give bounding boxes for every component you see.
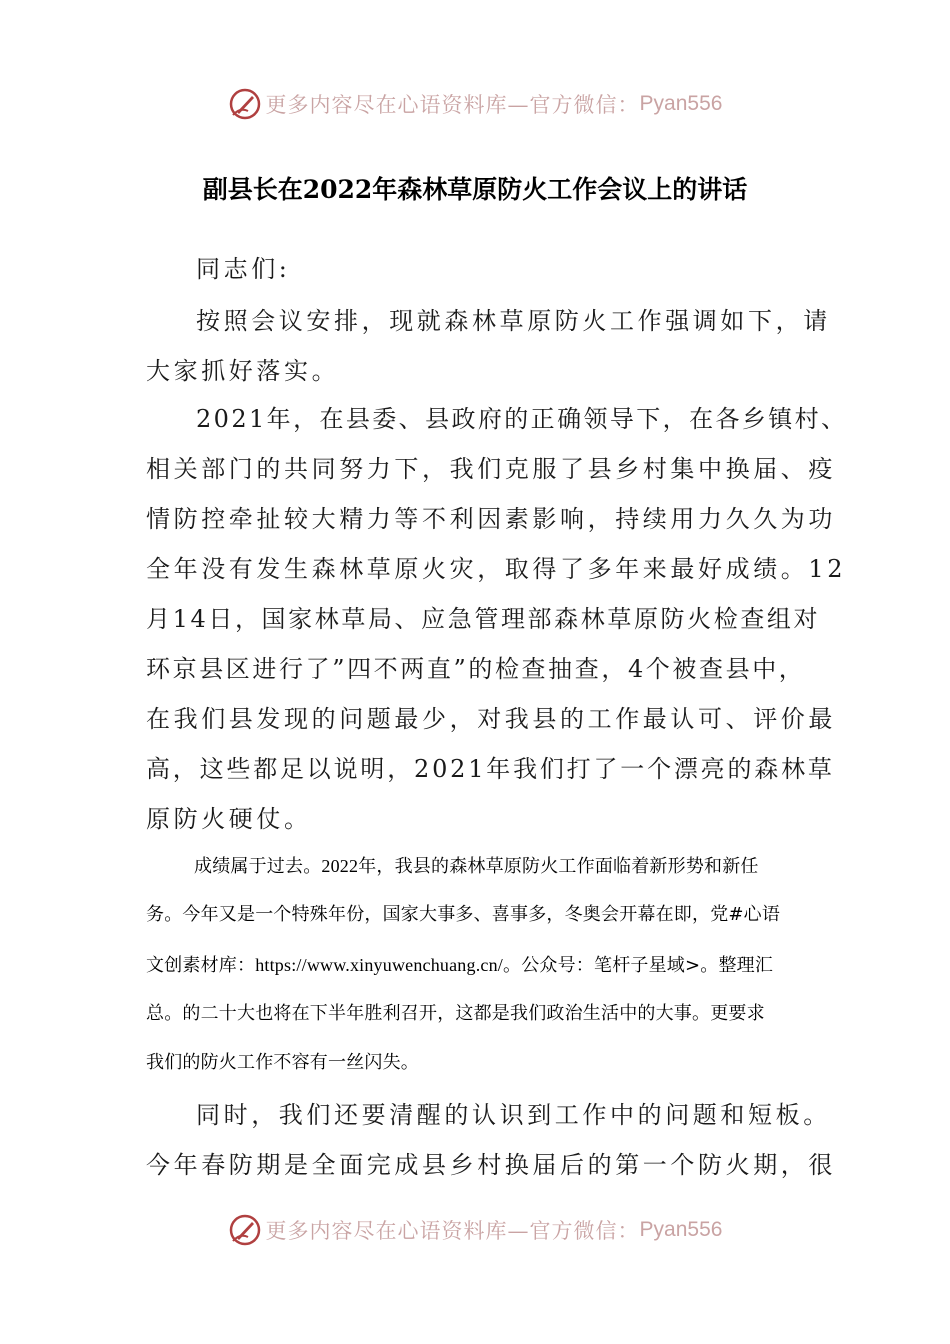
paragraph-line: 相关部门的共同努力下，我们克服了县乡村集中换届、疫 [146,455,836,483]
paragraph-line-small: 总。的二十大也将在下半年胜利召开，这都是我们政治生活中的大事。更要求 [146,1003,765,1024]
paragraph-line: 今年春防期是全面完成县乡村换届后的第一个防火期，很 [146,1151,836,1179]
paragraph-line: 全年没有发生森林草原火灾，取得了多年来最好成绩。12 [146,555,847,583]
paragraph-line: 2021年，在县委、县政府的正确领导下，在各乡镇村、 [196,405,848,433]
header-watermark [0,84,950,124]
watermark-wechat-id: Pyan556 [639,92,723,115]
paragraph-line: 情防控牵扯较大精力等不利因素影响，持续用力久久为功 [146,505,836,533]
salutation: 同志们: [196,255,291,283]
watermark-text: 更多内容尽在心语资料库—官方微信： [265,93,640,117]
paragraph-line: 原防火硬仗。 [146,805,312,833]
quill-logo-icon [228,87,262,121]
paragraph-line: 月14日，国家林草局、应急管理部森林草原防火检查组对 [146,605,821,633]
quill-logo-icon [228,1213,262,1247]
paragraph-line: 在我们县发现的问题最少，对我县的工作最认可、评价最 [146,705,836,733]
paragraph-line: 环京县区进行了”四不两直”的检查抽查，4个被查县中， [146,655,806,683]
paragraph-line-small: 文创素材库：https://www.xinyuwenchuang.cn/。公众号：笔杆子星域>。整理汇 [146,955,774,976]
paragraph-line: 高，这些都足以说明，2021年我们打了一个漂亮的森林草 [146,755,835,783]
watermark-text: 更多内容尽在心语资料库—官方微信： [265,1219,640,1243]
resource-link-text: https://www.xinyuwenchuang.cn/ [255,955,503,975]
paragraph-line-small: 成绩属于过去。2022年，我县的森林草原防火工作面临着新形势和新任 [194,856,759,877]
document-title: 副县长在2022年森林草原防火工作会议上的讲话 [202,175,748,204]
paragraph-line-small: 务。今年又是一个特殊年份，国家大事多、喜事多，冬奥会开幕在即，党#心语 [146,904,781,925]
paragraph-line-small: 我们的防火工作不容有一丝闪失。 [146,1052,419,1073]
paragraph-line: 大家抓好落实。 [146,357,340,385]
paragraph-line: 按照会议安排，现就森林草原防火工作强调如下，请 [196,307,831,335]
footer-watermark [0,1210,950,1250]
watermark-wechat-id: Pyan556 [639,1218,723,1241]
paragraph-line: 同时，我们还要清醒的认识到工作中的问题和短板。 [196,1101,831,1129]
